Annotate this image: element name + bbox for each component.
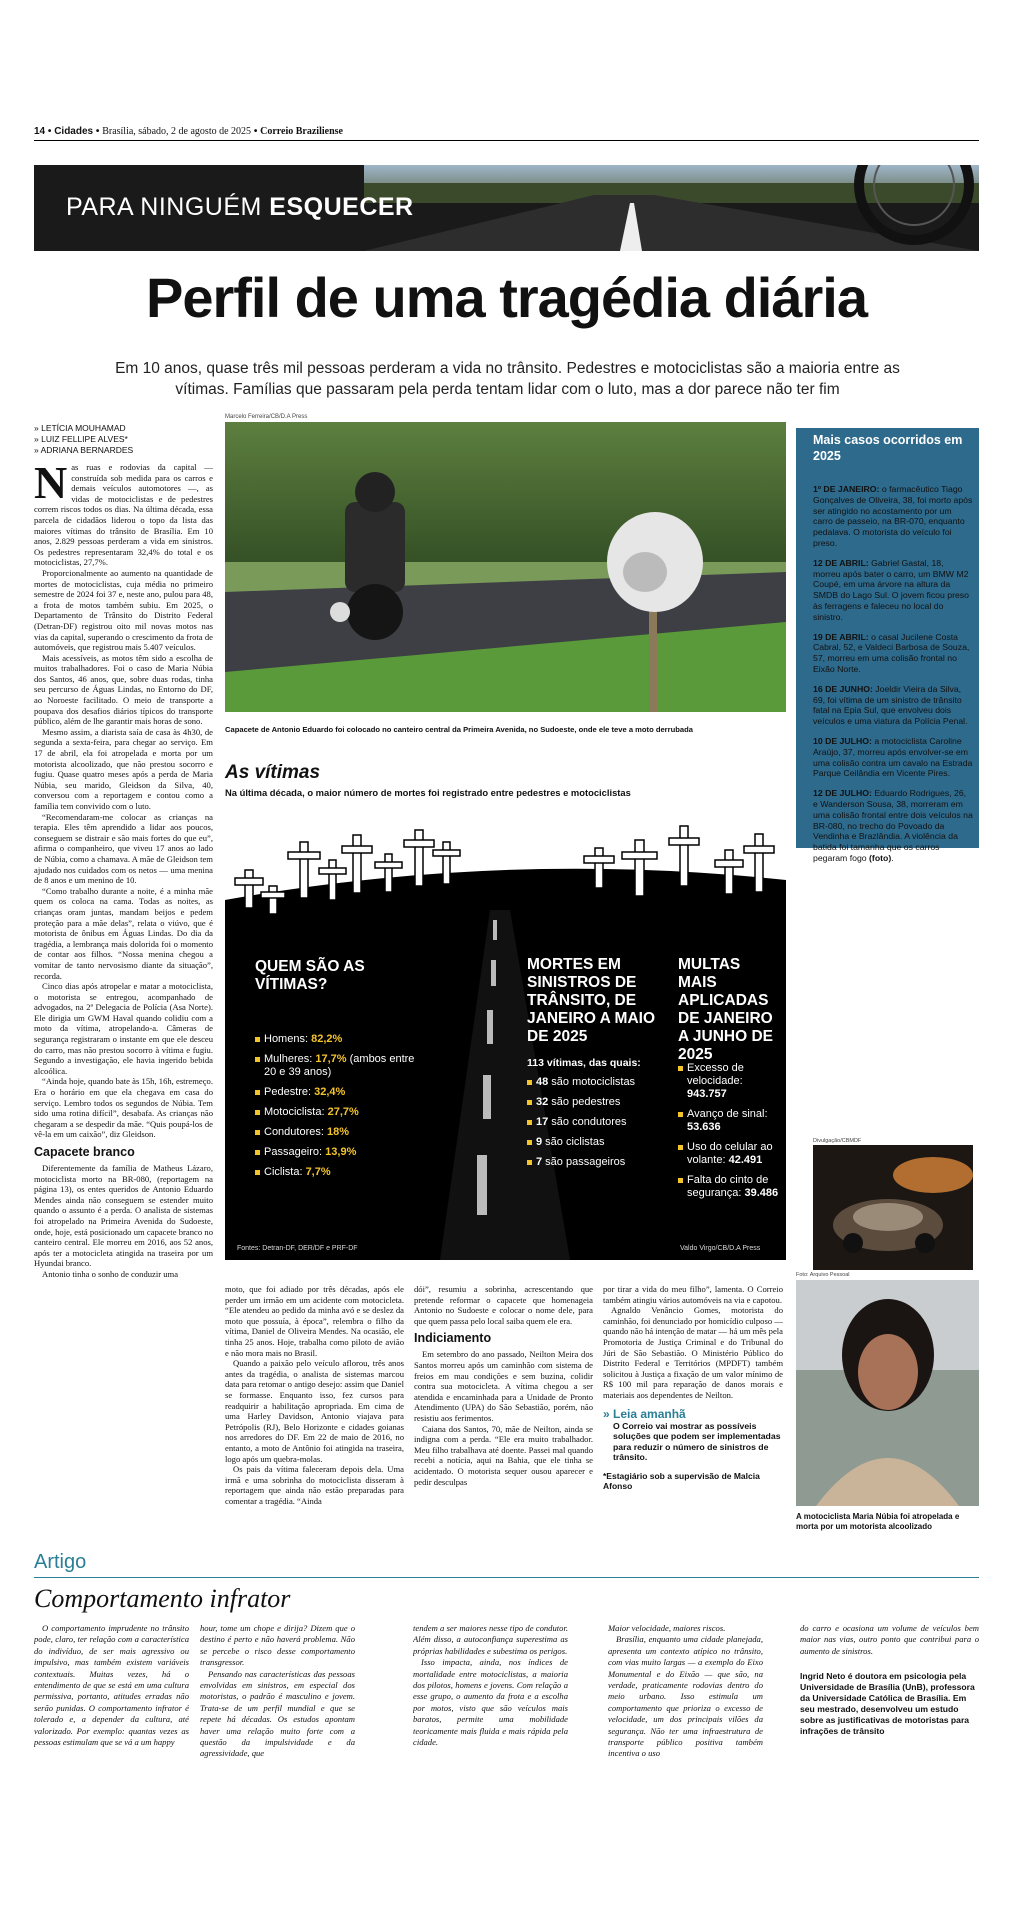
artigo-column-5: do carro e ocasiona um volume de veículos bem maior nas vias, outro ponto que contribui para o aumento de sinistros. bbox=[800, 1623, 979, 1656]
article-column-1 bbox=[34, 462, 213, 1284]
banner bbox=[34, 165, 979, 251]
deaths-lead: 113 vítimas, das quais: bbox=[527, 1057, 641, 1069]
fines-item: Excesso de velocidade: 943.757 bbox=[678, 1062, 783, 1101]
deaths-item: 48 são motociclistas bbox=[527, 1076, 667, 1089]
paragraph: Proporcionalmente ao aumento na quantidade de mortes de motociclistas, cuja média no primeiro semestre de 2024 foi 37 e, neste ano, pulou para 48, a frota de motos também subiu. Em 2025, o Departamento de Trânsito do Distrito Federal (Detran-DF) registrou oito mil novas motos nas vias da capital, superando o crescimento da frota de automóveis, que registrou mais 5.407 veículos. bbox=[34, 567, 213, 653]
artigo-title: Comportamento infrator bbox=[34, 1584, 291, 1613]
who-item: Homens: 82,2% bbox=[255, 1033, 425, 1046]
infographic-title: As vítimas bbox=[225, 762, 321, 783]
paragraph: por tirar a vida do meu filho”, lamenta. O Correio também atingiu vários automóveis na via e capotou. bbox=[603, 1284, 783, 1305]
section-tag: Artigo bbox=[34, 1551, 87, 1573]
who-item: Pedestre: 32,4% bbox=[255, 1086, 425, 1099]
paragraph: Agnaldo Venâncio Gomes, motorista do caminhão, foi denunciado por homicídio culposo — quando não há intenção de matar — há um mês pela Promotoria de Justiça Criminal e do Tribunal do Júri de São Sebastião. O Ministério Público do Distrito Federal e Territórios (MPDFT) também solicitou à Justiça a fixação de um valor mínimo de R$ 100 mil para reparação de danos morais e materiais aos dependentes de Neilton. bbox=[603, 1305, 783, 1400]
sidebar-item: 19 DE ABRIL: o casal Jucilene Costa Cabral, 52, e Valdeci Barbosa de Souza, 57, morreu em uma colisão frontal no Eixão Norte. bbox=[813, 631, 970, 674]
sidebar-item: 16 DE JUNHO: Joeldir Vieira da Silva, 69, foi vítima de um sinistro de trânsito fatal na Epia Sul, que envolveu dois veículos e uma viatura da Polícia Penal. bbox=[813, 683, 968, 727]
infographic-subtitle: Na última década, o maior número de mortes foi registrado entre pedestres e motociclistas bbox=[225, 787, 631, 798]
paragraph: dói”, resumiu a sobrinha, acrescentando que pretende reformar o capacete que homenageia Antonio no Sudoeste e colocar o nome dele, para que quem passa pelo local saiba quem ele era. bbox=[414, 1284, 593, 1326]
fines-item: Avanço de sinal: 53.636 bbox=[678, 1108, 783, 1134]
deaths-item: 9 são ciclistas bbox=[527, 1136, 667, 1149]
authors bbox=[34, 423, 133, 456]
sidebar-item: 1º DE JANEIRO: o farmacêutico Tiago Gonçalves de Oliveira, 38, foi morto após ser atingido no acostamento por um carro de passeio, na BR-070, enquanto pedalava. O motorista do veículo foi preso. bbox=[813, 484, 973, 548]
paragraph: “Recomendaram-me colocar as crianças na terapia. Eles têm aprendido a lidar aos poucos, conseguem se distrair e são mais fortes do que eu”, afirma o companheiro, que viveu 17 anos ao lado de Núbia, como a chamava. A mãe de Gleidson tem ajudado nos cuidados com os netos — uma menina de 8 anos e um menino de 10. bbox=[34, 811, 213, 886]
who-title: QUEM SÃO AS VÍTIMAS? bbox=[255, 958, 365, 993]
sidebar-photo-credit: Divulgação/CBMDF bbox=[813, 1138, 862, 1144]
photo-credit: Foto: Arquivo Pessoal bbox=[796, 1272, 850, 1278]
photo-credit: Marcelo Ferreira/CB/D.A Press bbox=[225, 414, 308, 420]
artigo-column-1: O comportamento imprudente no trânsito pode, claro, ter relação com a característica do indivíduo, de ser mais agressivo ou impulsivo, mas também existem variáveis contextuais. Muitas vezes, há o entendimento de que se está em uma cultura permissiva, portanto, atitudes erradas não serão punidas. O comportamento infrator é tolerado e, a depender da cultura, até valorizado. Por exemplo: quantas vezes as pessoas estimulam que se vá a um happy bbox=[34, 1623, 189, 1748]
intern-note: *Estagiário sob a supervisão de Malcia Afonso bbox=[603, 1470, 760, 1492]
author-bio: Ingrid Neto é doutora em psicologia pela Universidade de Brasília (UnB), professora da Universidade Católica de Brasília. Em seu mestrado, desenvolveu um estudo sobre as justificativas de motoristas para infrações de trânsito bbox=[800, 1671, 975, 1736]
fines-title: MULTAS MAIS APLICADAS DE JANEIRO A JUNHO DE 2025 bbox=[678, 956, 774, 1063]
read-tomorrow-text: O Correio vai mostrar as possíveis soluções que podem ser implementadas para reduzir o número de sinistros de trânsito. bbox=[613, 1420, 781, 1463]
who-item: Mulheres: 17,7% (ambos entre 20 e 39 anos) bbox=[255, 1053, 425, 1079]
who-list bbox=[255, 1033, 425, 1186]
artigo-column-3: tendem a ser maiores nesse tipo de condutor. Além disso, a autoconfiança superestima as próprias habilidades e subestima os perigos. Isso impacta, ainda, nos índices de mortalidade entre motociclistas, a maioria dos pilotos, homens e jovens. Com relação a esse grupo, o aumento da frota e a escolha por motos, visto que são veículos mais baratos, permite uma mobilidade teoricamente mais fluida e mais rápida pela cidade. bbox=[413, 1623, 568, 1748]
who-item: Condutores: 18% bbox=[255, 1126, 425, 1139]
paragraph: Em setembro do ano passado, Neilton Meira dos Santos morreu após um caminhão com sistema de freios em mau condições e sem buzina, colidir contra sua motocicleta. A vítima chegou a ser atendida e encaminhada para a Unidade de Pronto Atendimento (UPA) do São Sebastião, porém, não resistiu aos ferimentos. bbox=[414, 1349, 593, 1423]
paragraph: Os pais da vítima faleceram depois dela. Uma irmã e uma sobrinha do motociclista disseram à reportagem que ainda não estão preparadas para comentar a tragédia. “Ainda bbox=[225, 1464, 404, 1506]
who-item: Passageiro: 13,9% bbox=[255, 1146, 425, 1159]
infographic-credit: Valdo Virgo/CB/D.A Press bbox=[680, 1245, 761, 1252]
author: » ADRIANA BERNARDES bbox=[34, 445, 134, 455]
paragraph: Diferentemente da família de Matheus Lázaro, motociclista morto na BR-080, (reportagem na página 13), os entes queridos de Antonio Eduardo Mendes ainda não conseguem se estender muito quando o assunto é a perda. O analista de sistemas foi atropelado na Primeira Avenida do Sudoeste, onde, hoje, está posicionado um capacete branco no canteiro central. Ele morreu em 2016, aos 52 anos, após ter a motocicleta atingida na traseira por um Hyundai branco. bbox=[34, 1163, 213, 1269]
paragraph: Mais acessíveis, as motos têm sido a escolha de muitos trabalhadores. Foi o caso de Maria Núbia dos Santos, 46 anos, que, sobre duas rodas, tinha seu percurso de Águas Lindas, no Entorno do DF, ao Noroeste facilitado. O meio de transporte a poupava dos desafios diários típicos do transporte público, além de lhe garantir mais horas de sono. bbox=[34, 652, 213, 727]
infographic bbox=[225, 820, 786, 1260]
sidebar-title: Mais casos ocorridos em 2025 bbox=[813, 433, 963, 463]
section-heading: Indiciamento bbox=[414, 1331, 492, 1346]
infographic-sources: Fontes: Detran-DF, DER/DF e PRF-DF bbox=[237, 1245, 358, 1252]
author: » LETÍCIA MOUHAMAD bbox=[34, 423, 126, 433]
banner-label: PARA NINGUÉM ESQUECER bbox=[66, 193, 414, 221]
subheadline: Em 10 anos, quase três mil pessoas perderam a vida no trânsito. Pedestres e motociclistas são a maioria entre as vítimas. Famílias que passaram pela perda tentam lidar com o luto, mas a dor parece não ter fim bbox=[115, 360, 900, 398]
fines-list bbox=[678, 1062, 783, 1207]
page-header: 14 • Cidades • Brasília, sábado, 2 de agosto de 2025 • Correio Braziliense bbox=[34, 126, 343, 137]
sidebar-item: 10 DE JULHO: a motociclista Caroline Araújo, 37, morreu após envolver-se em uma colisão contra um cavalo na Estrada Parque Ceilândia em Vicente Pires. bbox=[813, 735, 973, 779]
article-column-2 bbox=[225, 1284, 404, 1544]
fines-item: Falta do cinto de segurança: 39.486 bbox=[678, 1174, 783, 1200]
photo-caption: A motociclista Maria Núbia foi atropelada e morta por um motorista alcoolizado bbox=[796, 1512, 960, 1531]
helmet-photo bbox=[225, 422, 786, 712]
header-rule bbox=[34, 140, 979, 141]
headline: Perfil de uma tragédia diária bbox=[145, 266, 868, 329]
fines-item: Uso do celular ao volante: 42.491 bbox=[678, 1141, 783, 1167]
article-column-4 bbox=[603, 1284, 783, 1544]
paragraph: “Ainda hoje, quando bate às 15h, 16h, estremeço. Era o horário em que ela chegava em casa do serviço. Lembro todos os segundos de Núbia. Tem sido uma rotina difícil”, desabafa. As crianças não chegaram a se despedir da mãe. “Quis poupá-los de vê-la em um caixão”, diz Gleidson. bbox=[34, 1076, 213, 1140]
paragraph: Cinco dias após atropelar e matar a motociclista, o motorista se entregou, acompanhado de advogados, na 2ª Delegacia de Polícia (Asa Norte). Ele dirigia um GWM Haval quando colidiu com a moto da vítima, atropelando-a. Câmeras de segurança registraram o instante em que ele desceu do carro, mas não prestou socorro à vítima e fugiu. Segundo a investigação, ele havia ingerido bebida alcoólica. bbox=[34, 981, 213, 1076]
article-column-3 bbox=[414, 1284, 593, 1544]
paragraph: Antonio tinha o sonho de conduzir uma bbox=[42, 1268, 179, 1279]
burned-car-photo bbox=[813, 1145, 973, 1270]
deaths-title: MORTES EM SINISTROS DE TRÂNSITO, DE JANEIRO A MAIO DE 2025 bbox=[527, 956, 656, 1045]
photo-caption: Capacete de Antonio Eduardo foi colocado no canteiro central da Primeira Avenida, no Sudoeste, onde ele teve a moto derrubada bbox=[225, 725, 693, 734]
deaths-list bbox=[527, 1076, 667, 1176]
paragraph: Mesmo assim, a diarista saía de casa às 4h30, de segunda a sexta-feira, para chegar ao serviço. Em 17 de abril, ela foi atropelada e morta por um motorista alcoolizado, que não prestou socorro e fugiu. Quase quatro meses após a perda de Maria Núbia, seu marido, Gleidson da Silva, 40, conversou com a reportagem e contou como a família tem convivido com o luto. bbox=[34, 726, 213, 811]
paragraph: moto, que foi adiado por três décadas, após ele perder um irmão em um acidente com motocicleta. “Ele atendeu ao pedido da minha avó e se deslez da moto que possuía, à época”, relembra o filho da vítima, Daniel de Oliveira Mendes. Na ocasião, ele tinha 25 anos. Hoje, trabalha como piloto de avião e não mora mais no Brasil. bbox=[225, 1284, 404, 1358]
deaths-item: 17 são condutores bbox=[527, 1116, 667, 1129]
drop-cap: N bbox=[34, 462, 68, 508]
portrait-photo bbox=[796, 1280, 979, 1506]
author: » LUIZ FELLIPE ALVES* bbox=[34, 434, 128, 444]
artigo-column-4: Maior velocidade, maiores riscos. Brasília, enquanto uma cidade planejada, apresenta um contexto atípico no trânsito, com vias muito largas — a exemplo do Eixo Monumental e do Eixão — que são, na verdade, praticamente rodovias dentro do meio urbano. Isso estimula um comportamento que prioriza o excesso de velocidade, um dos principais vilões da segurança. Não ter uma infraestrutura de transporte público positiva também incentiva o uso bbox=[608, 1623, 763, 1759]
who-item: Ciclista: 7,7% bbox=[255, 1166, 425, 1179]
sidebar-item: 12 DE ABRIL: Gabriel Gastal, 18, morreu após bater o carro, um BMW M2 Coupé, em uma árvore na altura da SMDB do Lago Sul. O jovem ficou preso às ferragens e faleceu no local do sinistro. bbox=[813, 557, 969, 622]
read-tomorrow-title: » Leia amanhã bbox=[603, 1406, 686, 1421]
paragraph: “Como trabalho durante a noite, é a minha mãe quem os coloca na cama. Todas as noites, as crianças oram juntas, mandam beijos e pedem proteção para a mãe delas”, relata o viúvo, que é motorista de ônibus em Águas Lindas. Do dia da tragédia, a lembrança mais dolorida foi o momento de contar aos filhos. “Nossa menina chegou a vomitar de tanto nervosismo diante da situação”, recorda. bbox=[34, 885, 213, 981]
who-item: Motociclista: 27,7% bbox=[255, 1106, 425, 1119]
paragraph: Caiana dos Santos, 70, mãe de Neilton, ainda se indigna com a perda. “Ele era muito trabalhador. Meu filho trabalhava até doente. Passei mal quando recebi a notícia, aqui na Bahia, que ele tinha se acidentado. O motorista sequer ousou aparecer e pedir desculpas bbox=[414, 1423, 593, 1487]
section-heading: Capacete branco bbox=[34, 1145, 135, 1159]
paragraph: Quando a paixão pelo veículo aflorou, três anos antes da tragédia, o analista de sistemas marcou data para retomar o antigo desejo: assim que Daniel se formasse. Enquanto isso, fez cursos para readquirir a habilitação apropriada. Em cima de uma Harley Davidson, Antonio viajava para Petrópolis (RJ), Belo Horizonte e cidades goianas nos arredores do DF. Em 22 de maio de 2016, no entanto, a moto de Antônio foi atingida na traseira, logo após um quebra-molas. bbox=[225, 1358, 404, 1464]
deaths-item: 7 são passageiros bbox=[527, 1156, 667, 1169]
artigo-column-2: hour, tome um chope e dirija? Dizem que o destino é perto e não haverá problema. Não se percebe o risco desse comportamento transgressor. Pensando nas características das pessoas envolvidas em sinistros, em especial dos motoristas, o padrão é masculino e jovem. Trata-se de um perfil mundial e que se repete há décadas. Os estudos apontam haver uma relação muito forte com a questão da impulsividade e da agressividade, que bbox=[200, 1623, 355, 1759]
sidebar-item: 12 DE JULHO: Eduardo Rodrigues, 26, e Wanderson Sousa, 38, morreram em uma colisão frontal entre dois veículos na BR-080, no trecho do Povoado da Vendinha e Brazlândia. A violência da batida foi tamanha que os carros pegaram fogo (foto). bbox=[813, 788, 973, 863]
artigo-rule bbox=[34, 1577, 979, 1578]
paragraph: as ruas e rodovias da capital — construída sob medida para os carros e demais veículos automotores —, as vidas de motociclistas e de pedestres correm riscos todos os dias. Na última década, essa parcela de cidadãos liderou o topo da lista das maiores vítimas do trânsito de Brasília. Em 10 anos, 2.829 pessoas perderam a vida em sinistros. Os pedestres representaram 32,4% do total e os motociclistas, 27,7%. bbox=[34, 462, 213, 568]
deaths-item: 32 são pedestres bbox=[527, 1096, 667, 1109]
